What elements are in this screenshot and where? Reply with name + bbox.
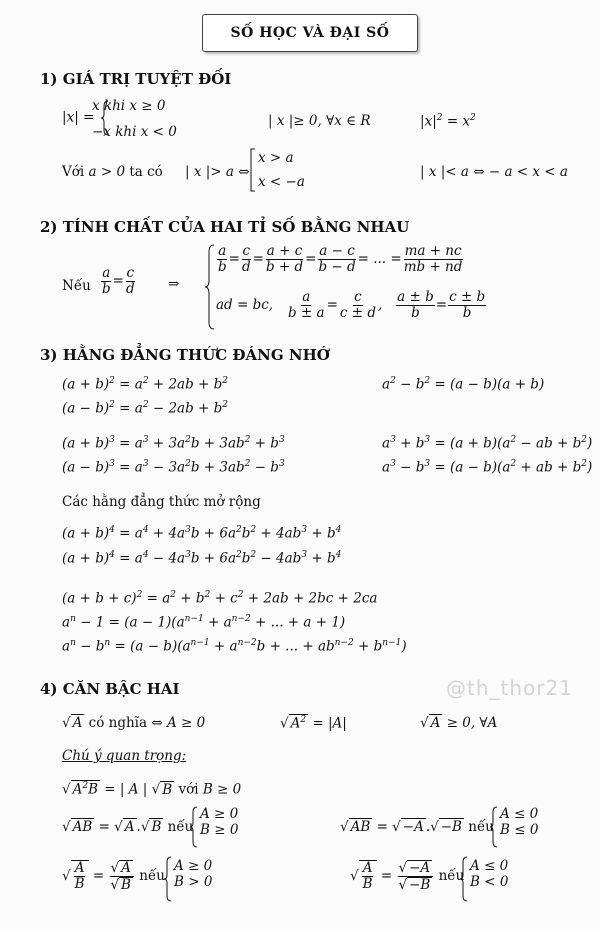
section-1-heading: 1) GIÁ TRỊ TUYỆT ĐỐI: [40, 70, 232, 88]
implies-arrow: ⇒: [168, 276, 180, 292]
rule-1: √ $A^2B$ = | A | √ B với B ≥ 0: [62, 781, 242, 798]
ratio-chain: $\frac{a}{b}$ = $\frac{c}{d}$ = $\frac{a + c}{b + d}$ = $\frac{a - c}{b - d}$ = ... = $\frac{ma + nc}{mb + nd}$: [218, 243, 463, 275]
rule-3-cond: A ≤ 0 B ≤ 0: [500, 806, 539, 838]
identity-9: $(a + b)^4 = a^4 - 4a^3b + 6a^2b^2 - 4ab^3 + b^4$: [62, 550, 342, 567]
rule-5: √ $\frac{A}{B}$ = $\frac{√ -A}{√ -B}$ nếu: [350, 860, 465, 893]
abs-def-top: x khi x ≥ 0: [92, 98, 166, 114]
rule-5-brace: [460, 856, 468, 902]
identity-12: $a^n - b^n = (a - b)(a^{n-1} + a^{n-2}b$ + ... + $ab^{n-2} + b^{n-1}$): [62, 638, 407, 655]
identity-2: $(a - b)^2 = a^2 - 2ab + b^2$: [62, 400, 228, 417]
ratio-cross: ad = bc, $\frac{a}{b \pm a}$ = $\frac{c}{c \pm d}$ , $\frac{a \pm b}{b}$ = $\frac{c \pm b}{b}$: [216, 289, 486, 321]
rule-2: √ AB = √ A .√ B nếu: [62, 819, 194, 835]
rule-3: √ AB = √ −A .√ −B nếu: [340, 819, 494, 835]
rule-4: √ $\frac{A}{B}$ = $\frac{√ A}{√ B}$ nếu: [62, 860, 165, 893]
abs-def-bottom: −x khi x < 0: [92, 124, 177, 140]
ratio-brace: [205, 244, 215, 330]
identity-3: $a^2 - b^2 = (a - b)(a + b)$: [382, 376, 545, 393]
rule-4-brace: [164, 856, 172, 902]
identity-5: $(a - b)^3 = a^3 - 3a^2b + 3ab^2 - b^3$: [62, 459, 285, 476]
neu-label: Nếu: [62, 278, 91, 294]
extended-label: Các hằng đẳng thức mở rộng: [62, 494, 261, 510]
gt-top: x > a: [258, 150, 294, 166]
section-3-heading: 3) HẰNG ĐẲNG THỨC ĐÁNG NHỚ: [40, 346, 330, 364]
identity-8: $(a + b)^4 = a^4 + 4a^3b + 6a^2b^2 + 4ab^3 + b^4$: [62, 525, 342, 542]
abs-nonneg: | x |≥ 0, ∀x ∈ R: [268, 113, 371, 129]
gt-bottom: x < −a: [258, 174, 305, 190]
identity-4: $(a + b)^3 = a^3 + 3a^2b + 3ab^2 + b^3$: [62, 435, 285, 452]
abs-definition: |x| =: [62, 100, 109, 136]
sqrt-nonneg: √ A ≥ 0, ∀A: [420, 715, 498, 731]
sqrt-abs: √ $A^2 = |A|$: [280, 715, 347, 732]
section-2-heading: 2) TÍNH CHẤT CỦA HAI TỈ SỐ BẰNG NHAU: [40, 218, 410, 236]
identity-1: $(a + b)^2 = a^2 + 2ab + b^2$: [62, 376, 228, 393]
rule-4-cond: A ≥ 0 B > 0: [174, 858, 213, 890]
gt-bracket: [250, 148, 256, 192]
note-heading: Chú ý quan trọng:: [62, 748, 187, 764]
page-title: SỐ HỌC VÀ ĐẠI SỐ: [202, 14, 418, 52]
gt-lhs: | x |> a ⇔: [185, 164, 250, 180]
rule-3-brace: [490, 806, 498, 848]
lt-relation: | x |< a ⇔ − a < x < a: [420, 164, 568, 180]
abs-square: $|x|^2 = x^2$: [420, 113, 476, 130]
sqrt-defined: √ A có nghĩa ⇔ A ≥ 0: [62, 715, 206, 731]
voi-label: Với a > 0 ta có: [62, 164, 163, 180]
identity-11: $a^n - 1 = (a - 1)(a^{n-1} + a^{n-2}$ + ... + a + 1): [62, 614, 346, 631]
watermark: @th_thor21: [446, 676, 573, 700]
section-4-heading: 4) CĂN BẬC HAI: [40, 680, 180, 698]
ratio-condition: $\frac{a}{b}$ = $\frac{c}{d}$: [102, 265, 135, 297]
rule-2-cond: A ≥ 0 B ≥ 0: [200, 806, 239, 838]
identity-7: $a^3 - b^3 = (a - b)(a^2$ + ab + $b^2$): [382, 459, 593, 476]
identity-10: $(a + b + c)^2 = a^2 + b^2 + c^2 + 2ab + 2bc + 2ca$: [62, 590, 378, 607]
rule-2-brace: [190, 806, 198, 848]
identity-6: $a^3 + b^3 = (a + b)(a^2$ − ab + $b^2$): [382, 435, 593, 452]
rule-5-cond: A ≤ 0 B < 0: [470, 858, 509, 890]
